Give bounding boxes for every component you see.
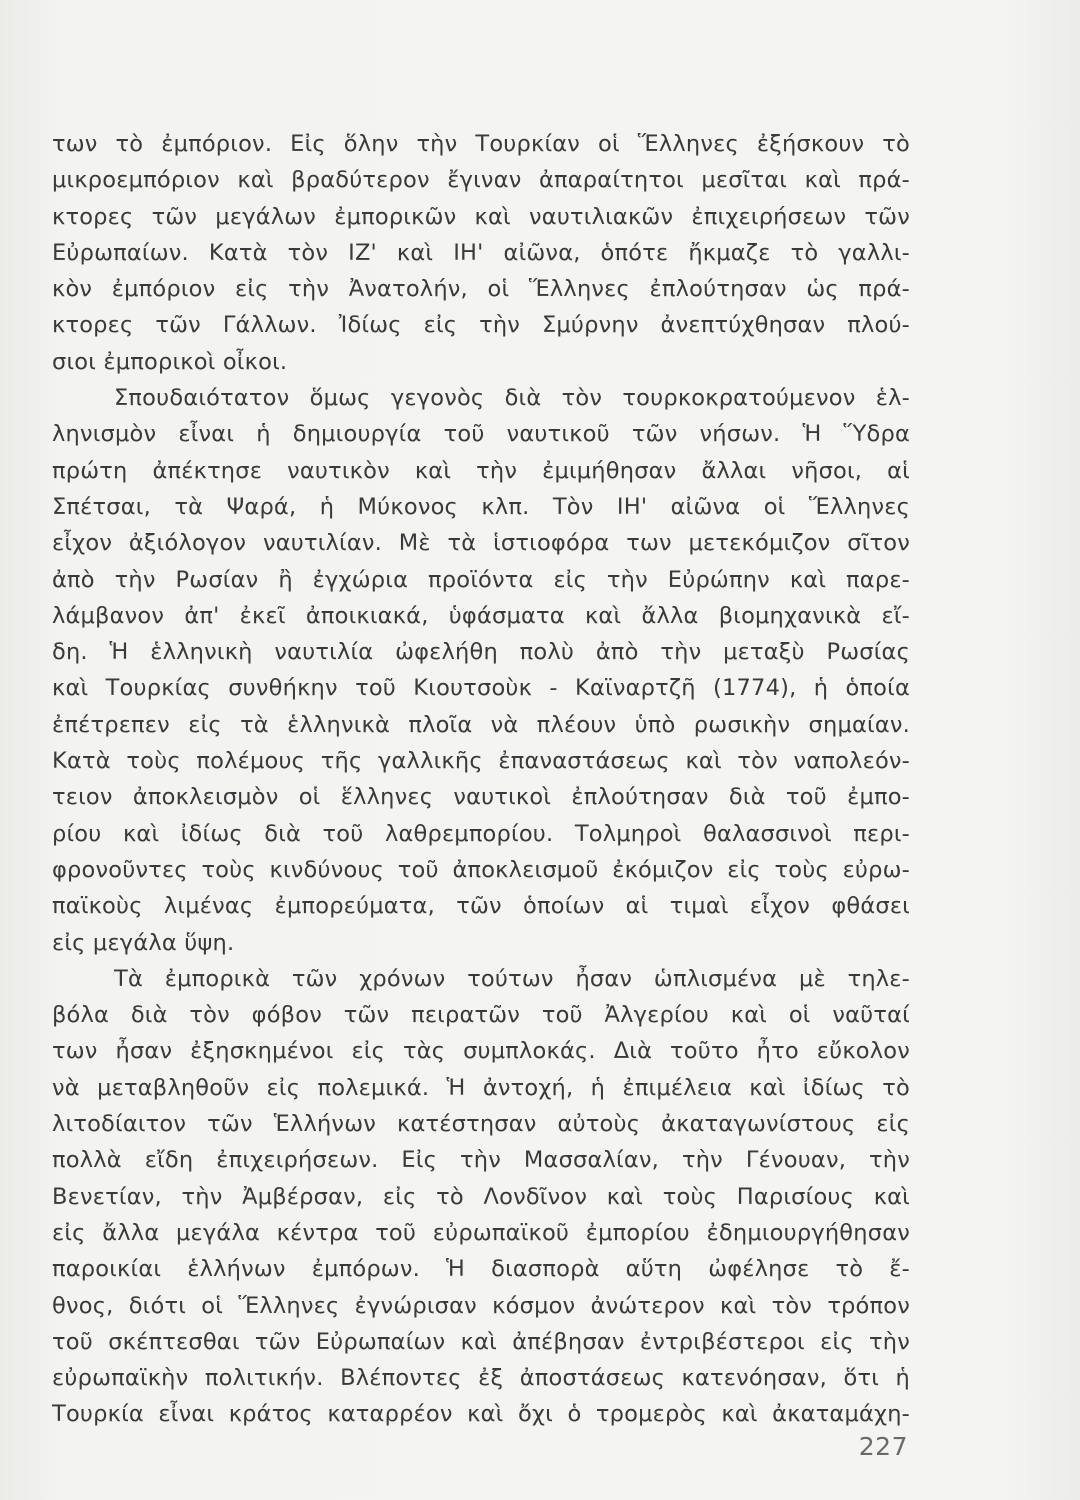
text-line: εἰς ἄλλα μεγάλα κέντρα τοῦ εὐρωπαϊκοῦ ἐμπορίου ἐδημιουργήθησαν [52,1219,910,1246]
text-line: τοῦ σκέπτεσθαι τῶν Εὐρωπαίων καὶ ἀπέβησαν ἐντριβέστεροι εἰς τὴν [52,1328,910,1355]
text-line: ἀπὸ τὴν Ρωσίαν ἢ ἐγχώρια προϊόντα εἰς τὴν Εὐρώπην καὶ παρε- [52,566,910,593]
text-line: κὸν ἐμπόριον εἰς τὴν Ἀνατολήν, οἱ Ἕλληνες ἐπλούτησαν ὡς πρά- [52,276,910,303]
text-line: καὶ Τουρκίας συνθήκην τοῦ Κιουτσοὺκ - Καϊναρτζῆ (1774), ἡ ὁποία [52,675,910,702]
text-line: τειον ἀποκλεισμὸν οἱ ἕλληνες ναυτικοὶ ἐπλούτησαν διὰ τοῦ ἐμπο- [52,784,910,811]
paragraph-first-line: Σπουδαιότατον ὅμως γεγονὸς διὰ τὸν τουρκοκρατούμενον ἑλ- [114,385,910,412]
body-text [52,126,910,1433]
text-line: δη. Ἡ ἑλληνικὴ ναυτιλία ὠφελήθη πολὺ ἀπὸ τὴν μεταξὺ Ρωσίας [52,639,910,666]
text-line: ρίου καὶ ἰδίως διὰ τοῦ λαθρεμπορίου. Τολμηροὶ θαλασσινοὶ περι- [52,820,910,847]
page-number: 227 [858,1432,908,1461]
text-line: κτορες τῶν Γάλλων. Ἰδίως εἰς τὴν Σμύρνην ἀνεπτύχθησαν πλού- [52,312,910,339]
text-line: Εὐρωπαίων. Κατὰ τὸν ΙΖ' καὶ ΙΗ' αἰῶνα, ὁπότε ἤκμαζε τὸ γαλλι- [52,239,910,266]
text-line: ληνισμὸν εἶναι ἡ δημιουργία τοῦ ναυτικοῦ τῶν νήσων. Ἡ Ὕδρα [52,421,910,448]
text-line: θνος, διότι οἱ Ἕλληνες ἐγνώρισαν κόσμον ἀνώτερον καὶ τὸν τρόπον [52,1292,910,1319]
text-line: εἶχον ἀξιόλογον ναυτιλίαν. Μὲ τὰ ἱστιοφόρα των μετεκόμιζον σῖτον [52,530,910,557]
text-line: εὐρωπαϊκὴν πολιτικήν. Βλέποντες ἐξ ἀποστάσεως κατενόησαν, ὅτι ἡ [52,1365,910,1392]
text-line: Βενετίαν, τὴν Ἀμβέρσαν, εἰς τὸ Λονδῖνον καὶ τοὺς Παρισίους καὶ [52,1183,910,1210]
text-line: φρονοῦντες τοὺς κινδύνους τοῦ ἀποκλεισμοῦ ἐκόμιζον εἰς τοὺς εὐρω- [52,856,910,883]
text-line: βόλα διὰ τὸν φόβον τῶν πειρατῶν τοῦ Ἀλγερίου καὶ οἱ ναῦταί [52,1002,910,1029]
text-line: παροικίαι ἑλλήνων ἐμπόρων. Ἡ διασπορὰ αὕτη ὠφέλησε τὸ ἔ- [52,1256,910,1283]
text-line: εἰς μεγάλα ὕψη. [52,929,235,956]
text-line: λάμβανον ἀπ' ἐκεῖ ἀποικιακά, ὑφάσματα καὶ ἄλλα βιομηχανικὰ εἴ- [52,602,910,629]
text-line: πολλὰ εἴδη ἐπιχειρήσεων. Εἰς τὴν Μασσαλίαν, τὴν Γένουαν, τὴν [52,1147,910,1174]
text-line: παϊκοὺς λιμένας ἐμπορεύματα, τῶν ὁποίων αἱ τιμαὶ εἶχον φθάσει [52,893,910,920]
text-line: Κατὰ τοὺς πολέμους τῆς γαλλικῆς ἐπαναστάσεως καὶ τὸν ναπολεόν- [52,748,910,775]
text-line: ἐπέτρεπεν εἰς τὰ ἑλληνικὰ πλοῖα νὰ πλέουν ὑπὸ ρωσικὴν σημαίαν. [52,711,910,738]
text-line: των ἦσαν ἐξησκημένοι εἰς τὰς συμπλοκάς. Διὰ τοῦτο ἦτο εὔκολον [52,1038,910,1065]
text-line: μικροεμπόριον καὶ βραδύτερον ἔγιναν ἀπαραίτητοι μεσῖται καὶ πρά- [52,167,910,194]
text-line: κτορες τῶν μεγάλων ἐμπορικῶν καὶ ναυτιλιακῶν ἐπιχειρήσεων τῶν [52,203,910,230]
text-line: των τὸ ἐμπόριον. Εἰς ὅλην τὴν Τουρκίαν οἱ Ἕλληνες ἐξήσκουν τὸ [52,131,910,157]
text-line: πρώτη ἀπέκτησε ναυτικὸν καὶ τὴν ἐμιμήθησαν ἄλλαι νῆσοι, αἱ [52,457,910,484]
text-line: σιοι ἐμπορικοὶ οἶκοι. [52,348,288,375]
text-line: νὰ μεταβληθοῦν εἰς πολεμικά. Ἡ ἀντοχή, ἡ ἐπιμέλεια καὶ ἰδίως τὸ [52,1074,910,1101]
paragraph-first-line: Τὰ ἐμπορικὰ τῶν χρόνων τούτων ἦσαν ὡπλισμένα μὲ τηλε- [114,965,910,992]
text-line: λιτοδίαιτον τῶν Ἑλλήνων κατέστησαν αὐτοὺς ἀκαταγωνίστους εἰς [52,1111,910,1138]
text-line: Τουρκία εἶναι κράτος καταρρέον καὶ ὄχι ὁ τρομερὸς καὶ ἀκαταμάχη- [52,1401,910,1428]
text-line: Σπέτσαι, τὰ Ψαρά, ἡ Μύκονος κλπ. Τὸν ΙΗ' αἰῶνα οἱ Ἕλληνες [52,493,910,520]
